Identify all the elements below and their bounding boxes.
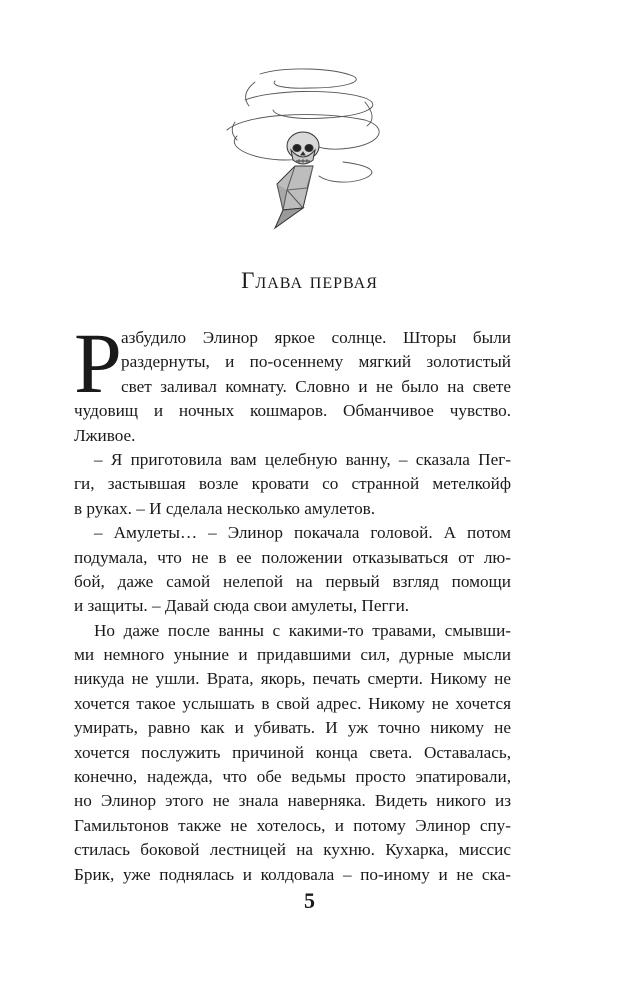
text-line: азбудило Элинор яркое солнце. Шторы были bbox=[121, 328, 511, 347]
text-line: никуда не ушли. Врата, якорь, печать смерти. Никому не bbox=[74, 669, 511, 689]
text-line: умирать, равно как и убивать. И уж точно никому не bbox=[74, 718, 511, 738]
text-line: но Элинор этого не знала наверняка. Видеть никого из bbox=[74, 791, 511, 811]
text-line: стилась боковой лестницей на кухню. Кухарка, миссис bbox=[74, 840, 511, 860]
text-line: и защиты. – Давай сюда свои амулеты, Пегги. bbox=[74, 596, 410, 616]
text-line: хочется такое услышать в свой адрес. Никому не хочется bbox=[74, 693, 511, 713]
text-line: раздернуты, и по-осеннему мягкий золотистый bbox=[121, 352, 511, 372]
drop-cap-letter: Р bbox=[74, 315, 122, 411]
text-line: хочется послужить причиной конца света. Оставалась, bbox=[74, 742, 511, 762]
text-line: ги, застывшая возле кровати со странной метелкойф bbox=[74, 474, 511, 494]
chapter-text bbox=[74, 315, 511, 887]
text-line: Брик, уже поднялась и колдовала – по-иному и не ска- bbox=[74, 864, 511, 884]
text-line: свет заливал комнату. Словно и не было на свете bbox=[121, 376, 511, 396]
text-line: – Я приготовила вам целебную ванну, – сказала Пег- bbox=[94, 449, 511, 469]
text-line: Лживое. bbox=[74, 425, 136, 445]
text-line: – Амулеты… – Элинор покачала головой. А потом bbox=[94, 523, 511, 543]
text-line: конечно, надежда, что обе ведьмы просто эпатировали, bbox=[74, 767, 511, 787]
text-line: Гамильтонов также не хотелось, и потому Элинор спу- bbox=[74, 815, 511, 835]
text-line: в руках. – И сделала несколько амулетов. bbox=[74, 498, 376, 518]
text-line: ми немного уныние и придавшими сил, дурные мысли bbox=[74, 645, 511, 665]
page-number: 5 bbox=[304, 888, 315, 913]
text-line: чудовищ и ночных кошмаров. Обманчивое чувство. bbox=[74, 401, 511, 421]
text-line: Но даже после ванны с какими-то травами, смывши- bbox=[94, 620, 511, 640]
chapter-title: Глава первая bbox=[241, 268, 378, 293]
skull-crystal-pendant-icon bbox=[215, 62, 390, 242]
text-line: подумала, что не в ее положении отказываться от лю- bbox=[74, 547, 511, 567]
text-line: бой, даже самой нелепой на первый взгляд помощи bbox=[74, 571, 511, 591]
